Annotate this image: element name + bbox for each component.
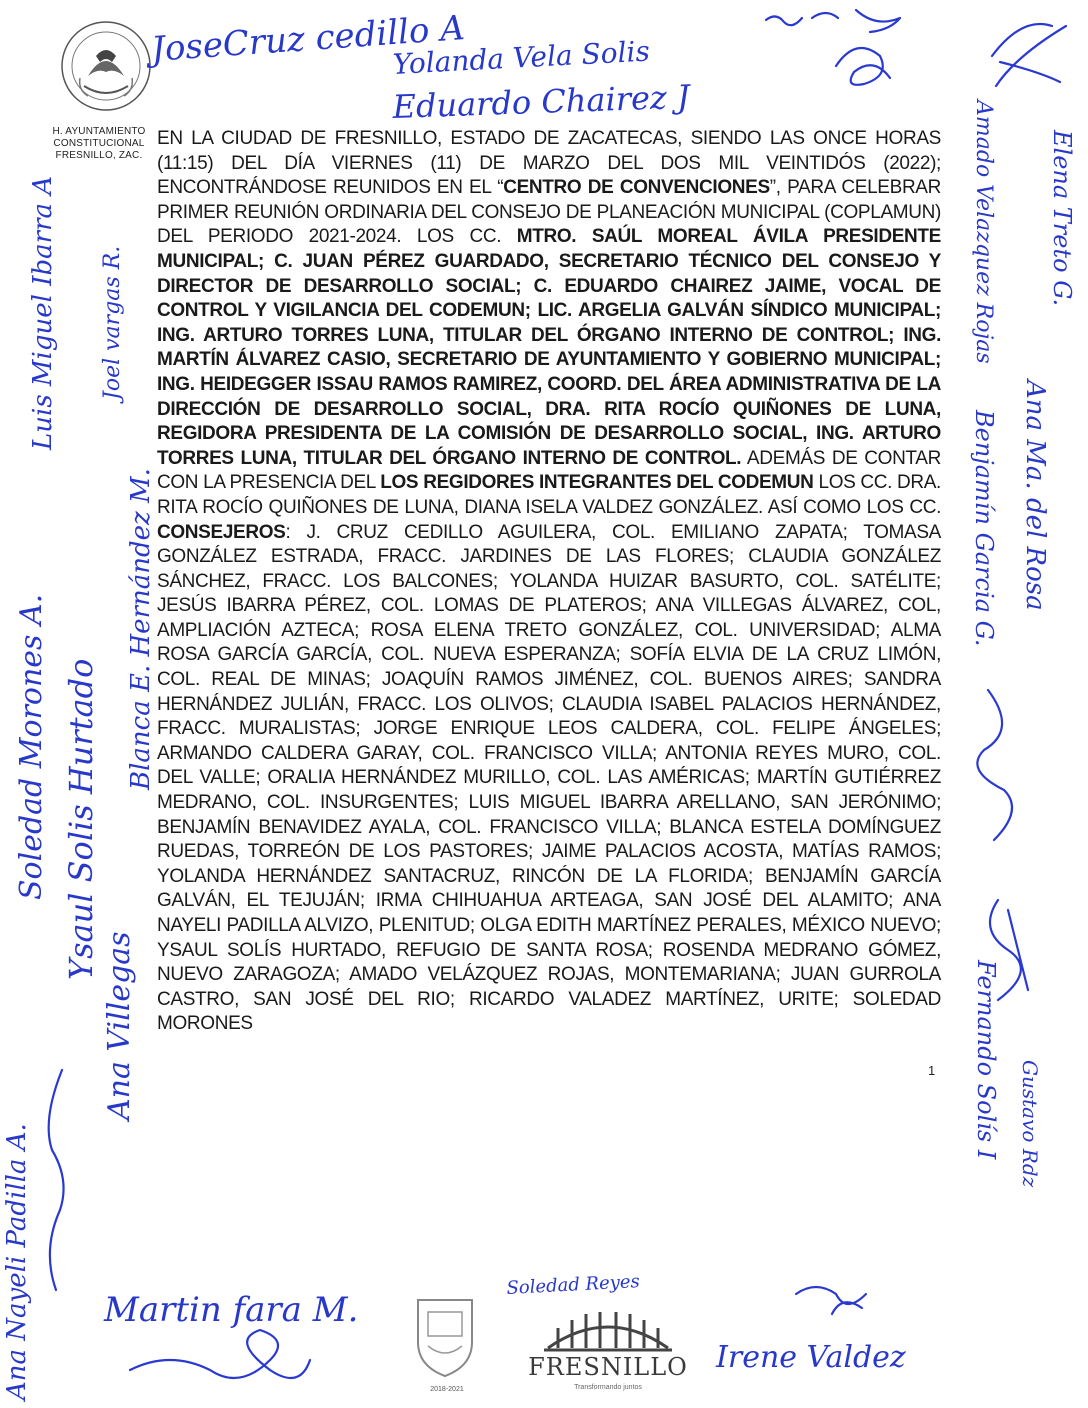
body-part-1: EN LA CIUDAD DE FRESNILLO, ESTADO DE ZACATECAS, SIENDO LAS ONCE HORAS (11:15) DEL DÍA VIERNES (11) DE MARZO DEL DOS MIL VEINTIDÓS (2022); ENCONTRÁNDOSE REUNIDOS EN EL “ xyxy=(157,128,941,199)
signature-right-5: Fernando Solís I xyxy=(972,960,1000,1160)
signature-bottom-3: Irene Valdez xyxy=(716,1340,906,1375)
signature-bottom-2: Soledad Reyes xyxy=(506,1271,641,1299)
body-part-5: : J. CRUZ CEDILLO AGUILERA, COL. EMILIANO ZAPATA; TOMASA GONZÁLEZ ESTRADA, FRACC. JARDINES DE LAS FLORES; CLAUDIA GONZÁLEZ SÁNCHEZ, FRACC. LOS BALCONES; YOLANDA HUIZAR BASURTO, COL. SATÉLITE; JESÚS IBARRA PÉREZ, COL. LOMAS DE PLATEROS; ANA VILLEGAS ÁLVAREZ, COL, AMPLIACIÓN AZTECA; ROSA ELENA TRETO GONZÁLEZ, COL. UNIVERSIDAD; ALMA ROSA GARCÍA GARCÍA, COL. NUEVA ESPERANZA; SOFÍA ELVIA DE LA CRUZ LIMÓN, COL. REAL DE MINAS; JOAQUÍN RAMOS JIMÉNEZ, COL. BUENOS AIRES; SANDRA HERNÁNDEZ JULIÁN, FRACC. LOS OLIVOS; CLAUDIA ISABEL PALACIOS HERNÁNDEZ, FRACC. MURALISTAS; JORGE ENRIQUE LEOS CALDERA, COL. FELIPE ÁNGELES; ARMANDO CALDERA GARAY, COL. FRANCISCO VILLA; ANTONIA REYES MURO, COL. DEL VALLE; ORALIA HERNÁNDEZ MURILLO, COL. LAS AMÉRICAS; MARTÍN GUTIÉRREZ MEDRANO, COL. INSURGENTES; LUIS MIGUEL IBARRA ARELLANO, SAN JERÓNIMO; BENJAMÍN BENAVIDEZ AYALA, COL. FRANCISCO VILLA; BLANCA ESTELA DOMÍNGUEZ RUEDAS, TORREÓN DE LOS PASTORES; JAIME PALACIOS ACOSTA, MATÍAS RAMOS; YOLANDA HERNÁNDEZ SANTACRUZ, RINCÓN DE LA FLORIDA; BENJAMÍN GARCÍA GALVÁN, EL TEJUJÁN; IRMA CHIHUAHUA ARTEAGA, SAN JOSÉ DEL ALAMITO; ANA NAYELI PADILLA ALVIZO, PLENITUD; OLGA EDITH MARTÍNEZ PERALES, MÉXICO NUEVO; YSAUL SOLÍS HURTADO, REFUGIO DE SANTA ROSA; ROSENDA MEDRANO GÓMEZ, NUEVO ZARAGOZA; AMADO VELÁZQUEZ ROJAS, MONTEMARIANA; JUAN GURROLA CASTRO, SAN JOSÉ DEL RIO; RICARDO VALADEZ MARTÍNEZ, URITE; SOLEDAD MORONES xyxy=(157,521,941,1035)
footer-brand-name: FRESNILLO xyxy=(528,1353,688,1381)
signature-left-3: Ysaul Solis Hurtado xyxy=(62,658,100,980)
org-line-3: FRESNILLO, ZAC. xyxy=(55,150,143,161)
signature-right-6: Gustavo Rdz xyxy=(1018,1060,1042,1188)
signature-top-2: Yolanda Vela Solis xyxy=(392,34,651,81)
signature-left-6: Ana Nayeli Padilla A. xyxy=(2,1123,32,1400)
body-part-3: ADEMÁS DE CONTAR CON LA PRESENCIA DEL xyxy=(157,447,941,494)
signature-scribble-right xyxy=(968,680,1048,1020)
signature-scribble-bottom-right xyxy=(792,1274,882,1324)
footer-municipal-seal xyxy=(410,1290,480,1380)
signature-left-4: Joel vargas R. xyxy=(100,245,125,400)
body-part-4: LOS CC. DRA. RITA ROCÍO QUIÑONES DE LUNA, DIANA ISELA VALDEZ GONZÁLEZ. ASÍ COMO LOS CC. xyxy=(157,472,941,518)
body-bold-2: MTRO. SAÚL MOREAL ÁVILA PRESIDENTE MUNICIPAL; C. JUAN PÉREZ GUARDADO, SECRETARIO TÉCNICO DEL CONSEJO Y DIRECTOR DE DESARROLLO SOCIAL; C. EDUARDO CHAIREZ JAIME, VOCAL DE CONTROL Y VIGILANCIA DEL CODEMUN; LIC. ARGELIA GALVÁN SÍNDICO MUNICIPAL; ING. ARTURO TORRES LUNA, TITULAR DEL ÓRGANO INTERNO DE CONTROL; ING. MARTÍN ÁLVAREZ CASIO, SECRETARIO DE AYUNTAMIENTO Y GOBIERNO MUNICIPAL; ING. HEIDEGGER ISSAU RAMOS RAMIREZ, COORD. DEL ÁREA ADMINISTRATIVA DE LA DIRECCIÓN DE DESARROLLO SOCIAL, DRA. RITA ROCÍO QUIÑONES DE LUNA, REGIDORA PRESIDENTA DE LA COMISIÓN DE DESARROLLO SOCIAL, ING. ARTURO TORRES LUNA, TITULAR DEL ÓRGANO INTERNO DE CONTROL. xyxy=(157,226,941,469)
signature-top-1: JoseCruz cedillo A xyxy=(150,8,466,70)
body-bold-1: CENTRO DE CONVENCIONES xyxy=(503,177,770,199)
minutes-body-text xyxy=(157,127,941,1037)
org-line-1: H. AYUNTAMIENTO xyxy=(52,126,146,137)
org-line-2: CONSTITUCIONAL xyxy=(53,138,145,149)
signature-scribble-left xyxy=(36,1060,76,1300)
coat-of-arms-seal xyxy=(58,16,154,118)
signature-right-2: Elena Treto G. xyxy=(1048,130,1076,307)
signature-bottom-1: Martin fara M. xyxy=(104,1290,359,1330)
signature-scribble-top-right xyxy=(760,6,1088,106)
signature-right-3: Benjamín Garcia G. xyxy=(970,410,998,647)
signature-left-2: Luis Miguel Ibarra A xyxy=(28,175,58,450)
signature-right-4: Ana Ma. del Rosa xyxy=(1020,380,1050,611)
page-number: 1 xyxy=(928,1063,936,1078)
body-bold-4: CONSEJEROS xyxy=(157,521,286,543)
signature-right-1: Amado Velazquez Rojas xyxy=(971,100,996,364)
signature-left-5: Blanca E. Hernández M. xyxy=(126,468,156,790)
signature-left-7: Ana Villegas xyxy=(102,931,137,1120)
municipality-name xyxy=(40,126,158,162)
signature-scribble-bottom xyxy=(120,1330,320,1400)
body-part-2: ”, PARA CELEBRAR PRIMER REUNIÓN ORDINARIA DEL CONSEJO DE PLANEACIÓN MUNICIPAL (COPLAMUN) DEL PERIODO 2021-2024. LOS CC. xyxy=(157,177,942,248)
body-bold-3: LOS REGIDORES INTEGRANTES DEL CODEMUN xyxy=(380,472,814,494)
signature-left-1: Soledad Morones A. xyxy=(14,593,49,900)
signature-top-3: Eduardo Chairez J xyxy=(392,77,691,126)
footer-years: 2018-2021 xyxy=(430,1386,464,1393)
footer-tagline: Transformando juntos xyxy=(574,1384,642,1391)
